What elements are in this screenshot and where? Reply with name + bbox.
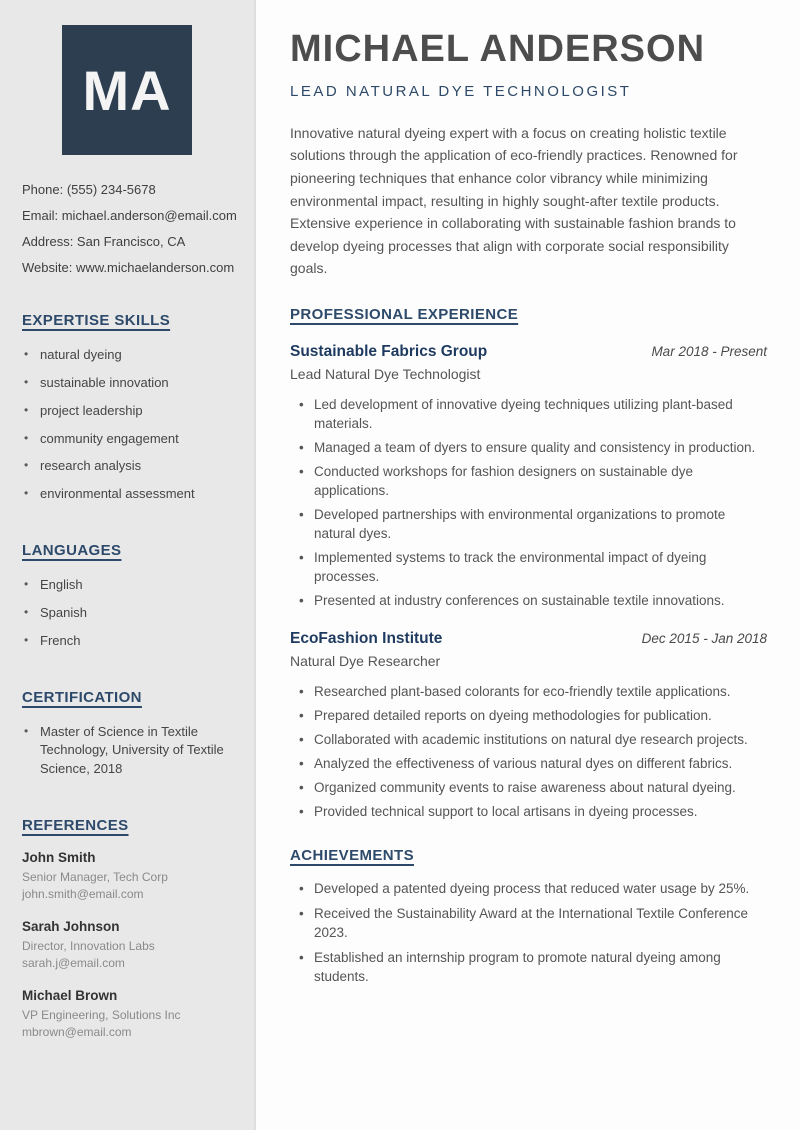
reference-entry [22, 850, 232, 903]
job-bullet: • Collaborated with academic institutions on natural dye research projects. [290, 730, 767, 749]
page-title: MICHAEL ANDERSON [290, 28, 706, 70]
job-bullet: • Presented at industry conferences on sustainable textile innovations. [290, 591, 767, 610]
main-content [256, 0, 800, 1130]
job-bullet: • Developed partnerships with environmental organizations to promote natural dyes. [290, 505, 767, 543]
avatar-initials: MA [82, 58, 172, 122]
company-name: Sustainable Fabrics Group [290, 343, 488, 361]
achievement-item: • Developed a patented dyeing process that reduced water usage by 25%. [290, 879, 767, 898]
reference-entry [22, 919, 232, 972]
reference-entry [22, 988, 232, 1041]
reference-name: Michael Brown [22, 988, 118, 1004]
skill-item: • community engagement [22, 430, 232, 449]
reference-email: john.smith@email.com [22, 887, 144, 902]
language-item: • English [22, 576, 232, 595]
reference-role: VP Engineering, Solutions Inc [22, 1008, 181, 1023]
languages-list [22, 576, 232, 651]
achievements-list [290, 879, 767, 986]
certification-list [22, 723, 232, 780]
sidebar-section-title-languages: LANGUAGES [22, 542, 122, 560]
skill-item: • project leadership [22, 402, 232, 421]
avatar [62, 25, 192, 155]
skills-list [22, 346, 232, 504]
skill-item: • research analysis [22, 457, 232, 476]
contact-address: Address: San Francisco, CA [22, 234, 186, 249]
job-bullet-list [290, 682, 767, 821]
job-entry [290, 630, 767, 821]
contact-phone: Phone: (555) 234-5678 [22, 182, 156, 197]
job-bullet: • Managed a team of dyers to ensure quality and consistency in production. [290, 438, 767, 457]
job-bullet: • Conducted workshops for fashion designers on sustainable dye applications. [290, 462, 767, 500]
job-role: Natural Dye Researcher [290, 653, 441, 670]
contact-block [22, 182, 237, 275]
company-name: EcoFashion Institute [290, 630, 443, 648]
summary-text: Innovative natural dyeing expert with a focus on creating holistic textile solutions through the application of eco-friendly practices. Renowned for pioneering techniques that enhance color vibrancy while minimizing environmental impact, resulting in highly sought-after textile products. Extensive experience in collaborating with sustainable fashion brands to develop dyeing processes that align with corporate social responsibility goals. [290, 124, 738, 277]
skill-item: • sustainable innovation [22, 374, 232, 393]
achievement-item: • Established an internship program to promote natural dyeing among students. [290, 948, 767, 986]
job-bullet: • Led development of innovative dyeing techniques utilizing plant-based materials. [290, 395, 767, 433]
job-header [290, 630, 767, 648]
job-bullet: • Provided technical support to local artisans in dyeing processes. [290, 802, 767, 821]
job-bullet: • Researched plant-based colorants for eco-friendly textile applications. [290, 682, 767, 701]
job-bullet: • Prepared detailed reports on dyeing methodologies for publication. [290, 706, 767, 725]
skill-item: • natural dyeing [22, 346, 232, 365]
job-entry [290, 343, 767, 610]
job-bullet: • Analyzed the effectiveness of various natural dyes on different fabrics. [290, 754, 767, 773]
sidebar-section-title-skills: EXPERTISE SKILLS [22, 312, 171, 329]
sidebar-section-title-certification: CERTIFICATION [22, 688, 142, 706]
section-title-achievements: ACHIEVEMENTS [290, 847, 414, 865]
reference-email: sarah.j@email.com [22, 956, 125, 971]
contact-email: Email: michael.anderson@email.com [22, 208, 237, 223]
language-item: • Spanish [22, 604, 232, 623]
sidebar [0, 0, 256, 1130]
section-title-experience: PROFESSIONAL EXPERIENCE [290, 306, 519, 324]
sidebar-section-title-references: REFERENCES [22, 817, 129, 835]
skill-item: • environmental assessment [22, 485, 232, 504]
job-bullet: • Organized community events to raise awareness about natural dyeing. [290, 778, 767, 797]
certification-item: • Master of Science in Textile Technology, University of Textile Science, 2018 [22, 723, 232, 780]
job-dates: Mar 2018 - Present [651, 344, 767, 360]
reference-role: Director, Innovation Labs [22, 939, 155, 954]
job-title-subtitle: LEAD NATURAL DYE TECHNOLOGIST [290, 82, 632, 100]
achievement-item: • Received the Sustainability Award at the International Textile Conference 2023. [290, 904, 767, 942]
job-dates: Dec 2015 - Jan 2018 [641, 631, 767, 647]
job-role: Lead Natural Dye Technologist [290, 366, 481, 383]
job-bullet-list [290, 395, 767, 610]
job-bullet: • Implemented systems to track the environmental impact of dyeing processes. [290, 548, 767, 586]
reference-role: Senior Manager, Tech Corp [22, 870, 168, 885]
job-header [290, 343, 767, 361]
contact-website: Website: www.michaelanderson.com [22, 260, 235, 275]
reference-email: mbrown@email.com [22, 1025, 132, 1040]
reference-name: John Smith [22, 850, 96, 866]
language-item: • French [22, 632, 232, 651]
reference-name: Sarah Johnson [22, 919, 120, 935]
